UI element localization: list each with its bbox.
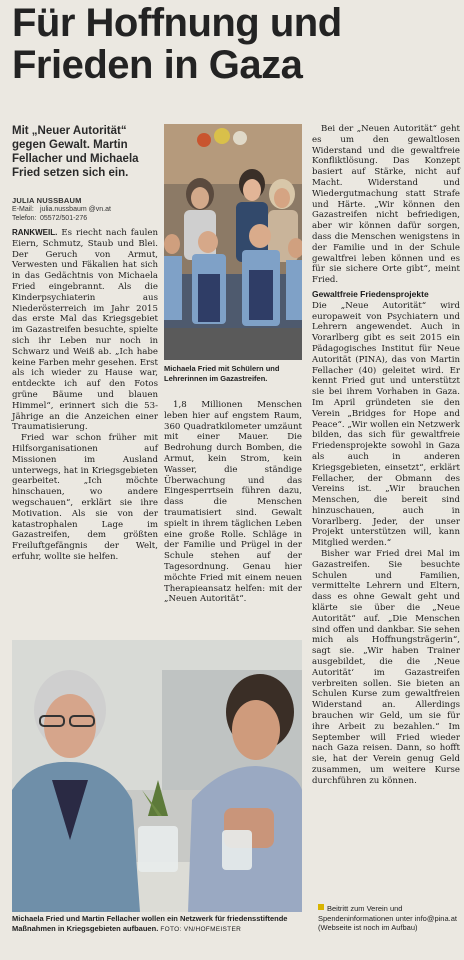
col1-paragraph-1: Es riecht nach faulen Eiern, Schmutz, Staub und Blei. Der Geruch von Armut, Verwesten und Fäkalien hat sich in das Gedächtnis von Michaela Fried eingebrannt. Als die Kinderpsychiaterin aus Niederösterreich im Jahr 2015 das erste Mal das Kriegsgebiet im Gazastreifen besuchte, spielte sich ihr Leben nur noch in Schwarz und Weiß ab. „Ich habe keine Farben mehr gesehen. Erst als ich wieder zu Hause war, entdeckte ich auf den Fotos grüne Bäume und blauen Himmel“, erinnert sich die 53-Jährige an die Anzeichen einer Traumatisierung. <box>12 228 159 433</box>
col1-paragraph-2: Fried war schon früher mit Hilfsorganisationen auf Missionen im Ausland unterwegs, hat in Kriegsgebieten gearbeitet. „Ich möchte hinschauen, wo andere wegschauen“, erklärt sie ihre Motivation. Als sie von der katastrophalen Lage im Gazastreifen, dem größten Freiluftgefängnis der Welt, erfuhr, wollte sie helfen. <box>12 433 158 562</box>
col3-paragraph-1: Bei der „Neuen Autorität“ geht es um den gewaltlosen Widerstand und die gewaltfreie Konfliktlösung. Das Konzept basiert auf Stärke, nicht auf Macht. Widerstand und Wiedergutmachung statt Strafe und Härte. „Wir können den Gazastreifen nicht befriedigen, aber wir können dafür sorgen, dass die Menschen wenigstens in der Familie und in der Schule gewaltfrei leben können und es für sie sichere Orte gibt“, meint Fried. <box>312 124 460 286</box>
photo-fried-fellacher <box>12 640 302 912</box>
author-phone: 05572/501-276 <box>40 215 88 222</box>
note-bullet-icon <box>318 904 324 910</box>
headline-line-2: Frieden in Gaza <box>12 43 303 87</box>
email-label: E-Mail: <box>12 206 34 213</box>
kicker: Mit „Neuer Autorität“ gegen Gewalt. Martin Fellacher und Michaela Fried setzen sich ein. <box>12 125 139 179</box>
membership-note <box>318 904 460 933</box>
membership-note-text: Beitritt zum Verein und Spendeninformationen unter info@pina.at (Webseite ist noch im Aufbau) <box>318 904 457 932</box>
author-email: julia.nussbaum @vn.at <box>40 206 111 213</box>
photo-gaza-school-image <box>164 124 302 360</box>
headline-line-1: Für Hoffnung und <box>12 1 342 45</box>
dateline: RANKWEIL. <box>12 228 58 237</box>
col2-paragraph-1: 1,8 Millionen Menschen leben hier auf engstem Raum, 360 Quadratkilometer umzäunt mit einer Mauer. Die Bedrohung durch Bomben, die Armut, kein Strom, kein Wasser, die ständige Überwachung und das Eingesperrtsein führen dazu, dass die Menschen traumatisiert sind. Gewalt spielt in ihrem täglichen Leben eine große Rolle. Schläge in der Familie und Prügel in der Schule stehen auf der Tagesordnung. Genau hier möchte Fried mit einem neuen Therapieansatz helfen: mit der „Neuen Autorität“. <box>164 400 302 605</box>
column-1 <box>12 228 158 563</box>
photo-gaza-school <box>164 124 302 360</box>
photo-credit: FOTO: VN/HOFMEISTER <box>160 926 242 933</box>
byline <box>12 196 160 223</box>
headline <box>12 2 460 86</box>
col3-paragraph-2: Die „Neue Autorität“ wird europaweit von Psychiatern und Lehrern angewendet. Auch in Vorarlberg gibt es seit 2015 ein Pädagogisches Institut für Neue Autorität (PINA), das von Martin Fellacher (40) geleitet wird. Er kennt Fried gut und unterstützt sie bei ihrem Vorhaben in Gaza. Im April gründeten sie den Verein „Bridges for Hope and Peace“. „Wir wollen ein Netzwerk bilden, das sich für gewaltfreie Friedensprojekte sowohl in Gaza als auch in anderen Kriegsgebieten, einsetzt“, erklärt Fellacher, der Obmann des Vereins ist. „Wir brauchen Menschen, die bereit sind hinzuschauen, auch in Vorarlberg. Jeder, der unser Projekt unterstützen will, kann Mitglied werden.“ <box>312 300 460 549</box>
col3-paragraph-3: Bisher war Fried drei Mal im Gazastreifen. Sie besuchte Schulen und Familien, vermittelte Lehrern und Eltern, dass es ohne Gewalt geht und klärte sie über die „Neue Autorität“ auf. „Die Menschen sind offen und dankbar. Sie sehen mich als Hoffnungsträgerin“, sagt sie. „Wir haben Trainer ausgebildet, die die ‚Neue Autorität‘ im Gazastreifen verbreiten sollen. Sie bieten an Schulen Kurse zum gewaltfreien Widerstand an. Allerdings brauchen wir Geld, um sie für ihre Arbeit zu bezahlen.“ Im September will Fried wieder nach Gaza reisen. Dann, so hofft sie, hat der Verein genug Geld zusammen, um weitere Kurse durchführen zu können. <box>312 549 460 786</box>
phone-label: Telefon: <box>12 215 37 222</box>
photo-caption-1: Michaela Fried mit Schülern und Lehrerinnen im Gazastreifen. <box>164 364 280 383</box>
column-2 <box>164 400 302 605</box>
photo-fried-fellacher-image <box>12 640 302 912</box>
photo-caption-2 <box>12 914 310 935</box>
author-name: JULIA NUSSBAUM <box>12 196 82 205</box>
section-heading: Gewaltfreie Friedensprojekte <box>312 288 429 299</box>
photo-caption-2-text: Michaela Fried und Martin Fellacher wollen ein Netzwerk für friedensstiftende Maßnahmen in Kriegsgebieten aufbauen. <box>12 914 288 933</box>
column-3 <box>312 124 460 787</box>
